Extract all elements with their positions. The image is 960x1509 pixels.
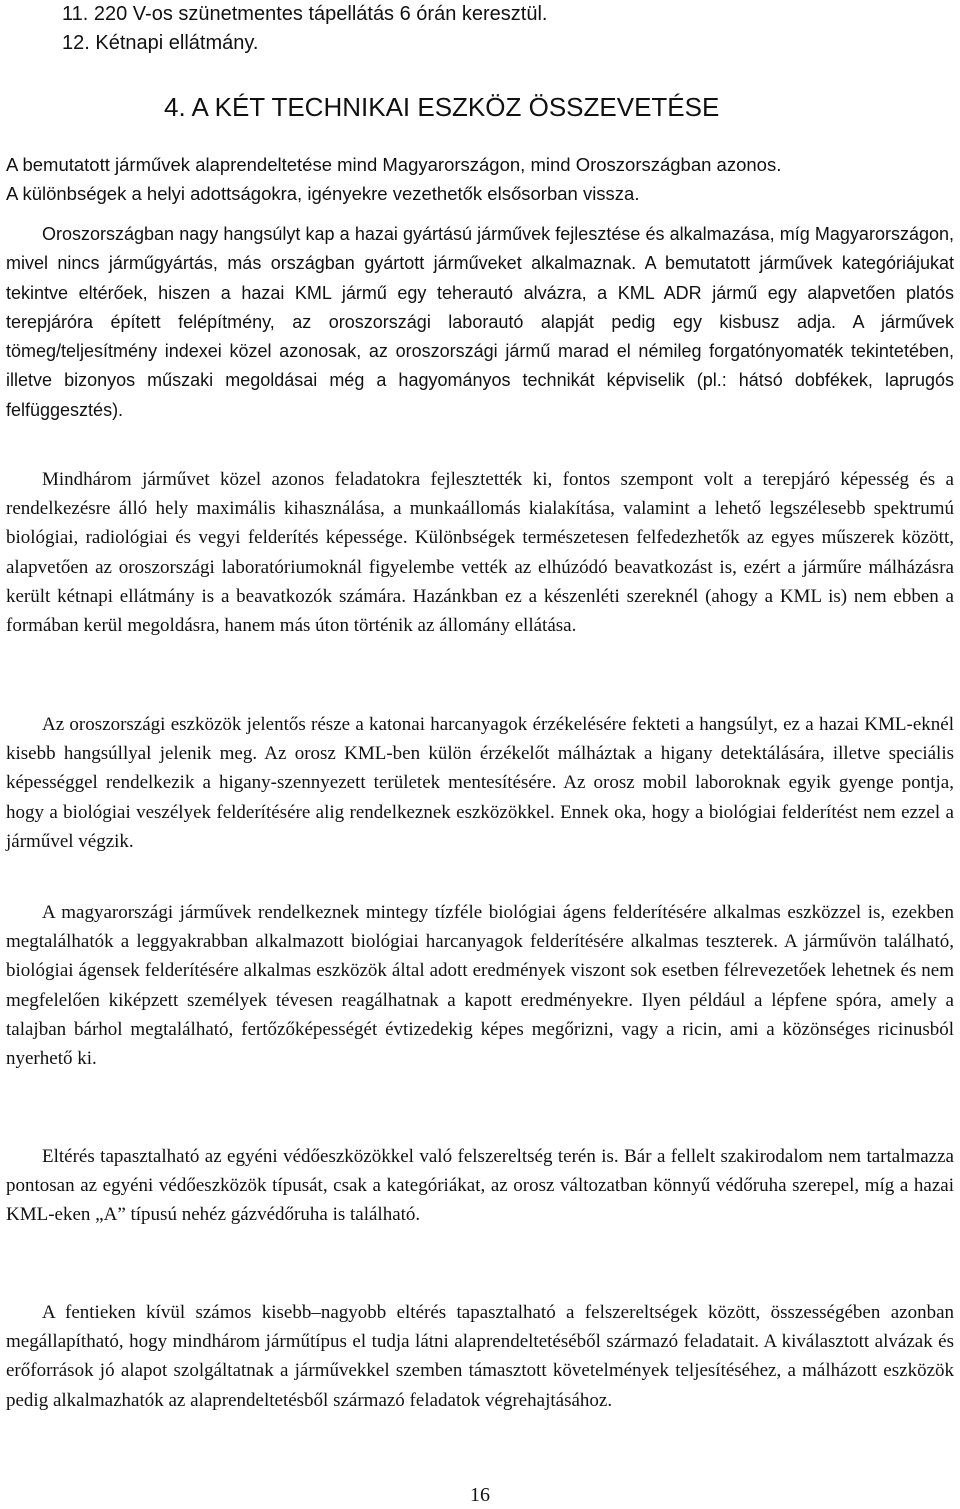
page-number: 16 xyxy=(470,1484,490,1506)
intro-line: A bemutatott járművek alaprendeltetése mind Magyarországon, mind Oroszországban azonos. xyxy=(6,154,782,175)
list-item: 12. Kétnapi ellátmány. xyxy=(62,32,259,54)
paragraph: Oroszországban nagy hangsúlyt kap a hazai gyártású járművek fejlesztése és alkalmazása, míg Magyarországon, mivel nincs járműgyártás, más országban gyártott járműveket alkalmaznak. A bemutatott járművek kategóriájukat tekintve eltérőek, hiszen a hazai KML jármű egy teherautó alvázra, a KML ADR jármű egy alapvetően platós terepjáróra épített felépítmény, az oroszországi laborautó alapját pedig egy kisbusz adja. A járművek tömeg/teljesítmény indexei közel azonosak, az oroszországi jármű marad el némileg forgatónyomaték tekintetében, illetve bizonyos műszaki megoldásai még a hagyományos technikát képviselik (pl.: hátsó dobfékek, laprugós felfüggesztés). xyxy=(6,224,954,420)
intro-line: A különbségek a helyi adottságokra, igényekre vezethetők elsősorban vissza. xyxy=(6,183,640,204)
paragraph: Mindhárom járművet közel azonos feladatokra fejlesztették ki, fontos szempont volt a terepjáró képesség és a rendelkezésre álló hely maximális kihasználása, a munkaállomás kialakítása, valamint a lehető legszélesebb spektrumú biológiai, radiológiai és vegyi felderítés képessége. Különbségek természetesen felfedezhetők az egyes műszerek között, alapvetően az oroszországi laboratóriumoknál figyelembe vették az elhúzódó beavatkozást is, ezért a járműre málházásra került kétnapi ellátmány is a beavatkozók számára. Hazánkban ez a készenléti szereknél (ahogy a KML is) nem ebben a formában kerül megoldásra, hanem más úton történik az állomány ellátása. xyxy=(6,469,954,637)
paragraph: Eltérés tapasztalható az egyéni védőeszközökkel való felszereltség terén is. Bár a fellelt szakirodalom nem tartalmazza pontosan az egyéni védőeszközök típusát, csak a kategóriákat, az orosz változatban könnyű védőruha szerepel, míg a hazai KML-eken „A” típusú nehéz gázvédőruha is található. xyxy=(6,1146,954,1226)
numbered-list xyxy=(62,0,547,58)
paragraph: Az oroszországi eszközök jelentős része a katonai harcanyagok érzékelésére fekteti a hangsúlyt, ez a hazai KML-eknél kisebb hangsúllyal jelenik meg. Az orosz KML-ben külön érzékelőt málháztak a higany detektálására, illetve speciális képességgel rendelkezik a higany-szennyezett területek mentesítésére. Az orosz mobil laboroknak egyik gyenge pontja, hogy a biológiai veszélyek felderítésére alig rendelkeznek eszközökkel. Ennek oka, hogy a biológiai felderítést nem ezzel a járművel végzik. xyxy=(6,714,954,852)
paragraph: A fentieken kívül számos kisebb–nagyobb eltérés tapasztalható a felszereltségek között, összességében azonban megállapítható, hogy mindhárom járműtípus el tudja látni alaprendeltetéséből származó feladatait. A kiválasztott alvázak és erőforrások jó alapot szolgáltatnak a járművekkel szemben támasztott követelmények teljesítéséhez, a málházott eszközök pedig alkalmazhatók az alaprendeltetésből származó feladatok végrehajtásához. xyxy=(6,1302,954,1411)
intro-text xyxy=(6,150,954,208)
section-heading: 4. A KÉT TECHNIKAI ESZKÖZ ÖSSZEVETÉSE xyxy=(164,92,720,122)
list-item: 11. 220 V-os szünetmentes tápellátás 6 órán keresztül. xyxy=(62,3,548,25)
paragraph: A magyarországi járművek rendelkeznek mintegy tízféle biológiai ágens felderítésére alkalmas eszközzel is, ezekben megtalálhatók a leggyakrabban alkalmazott biológiai harcanyagok felderítésére alkalmas teszterek. A járművön található, biológiai ágensek felderítésére alkalmas eszközök által adott eredmények viszont sok esetben félrevezetőek lehetnek és nem megfelelően kiképzett személyek tévesen reagálhatnak a kapott eredményekre. Ilyen például a lépfene spóra, amely a talajban bárhol megtalálható, fertőzőképességét évtizedekig képes megőrizni, vagy a ricin, ami a közönséges ricinusból nyerhető ki. xyxy=(6,902,954,1070)
